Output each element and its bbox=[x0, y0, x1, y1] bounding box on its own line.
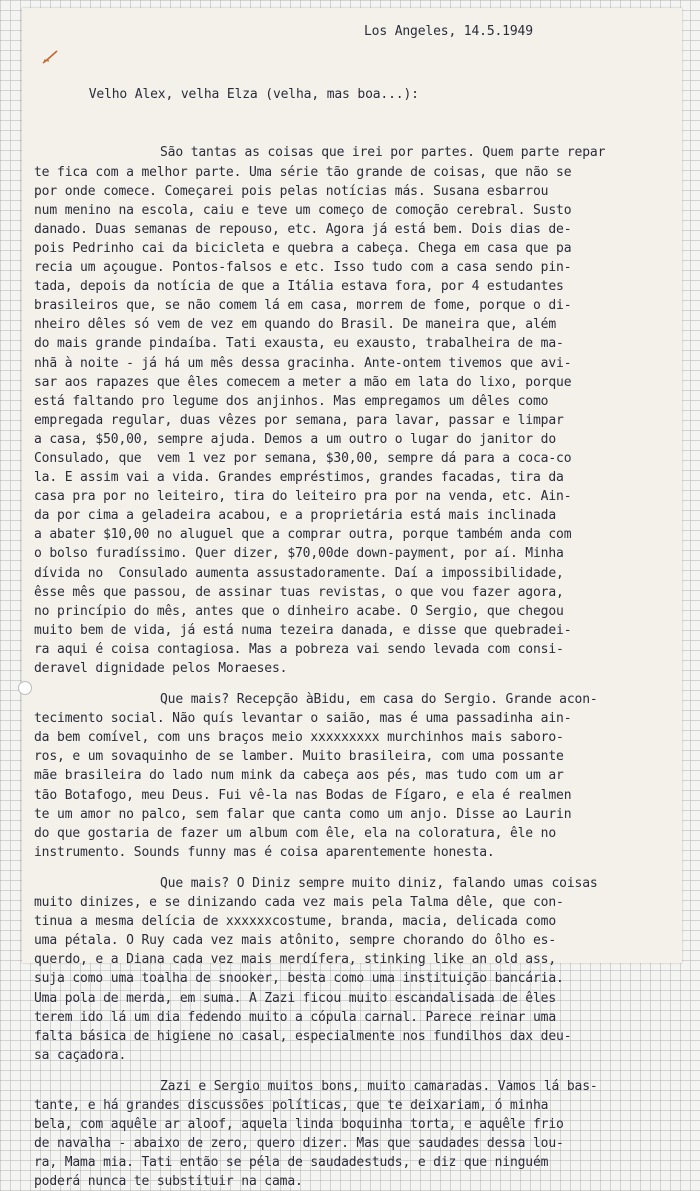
text-line: do mais grande pindaíba. Tati exausta, eu exausto, trabalheira de ma- bbox=[34, 336, 564, 352]
paragraph bbox=[34, 874, 672, 1065]
text-line: no princípio do mês, antes que o dinheiro acabe. O Sergio, que chegou bbox=[34, 603, 564, 619]
text-line: deravel dignidade pelos Moraeses. bbox=[34, 661, 288, 676]
text-line: pois Pedrinho cai da bicicleta e quebra a cabeça. Chega em casa que pa bbox=[34, 240, 572, 256]
letter-body bbox=[34, 143, 672, 1191]
text-line: tante, e há grandes discussões políticas, que te deixariam, ó minha bbox=[34, 1097, 549, 1113]
pen-check-mark bbox=[42, 49, 58, 65]
text-line: brasileiros que, se não comem lá em casa, morrem de fome, porque o di- bbox=[34, 298, 572, 314]
text-line: muito dinizes, e se dinizando cada vez mais pela Talma dêle, que con- bbox=[34, 895, 564, 911]
text-line: a abater $10,00 no aluguel que a comprar outra, porque também anda com bbox=[34, 527, 572, 543]
text-line: nheiro dêles só vem de vez em quando do Brasil. De maneira que, além bbox=[34, 317, 557, 333]
text-line: te um amor no palco, sem falar que canta como um anjo. Disse ao Laurin bbox=[34, 806, 572, 822]
text-line: tão Botafogo, meu Deus. Fui vê-la nas Bodas de Fígaro, e ela é realmen bbox=[34, 787, 572, 803]
text-line: danado. Duas semanas de repouso, etc. Agora já está bem. Dois dias de- bbox=[34, 221, 572, 237]
text-line: falta básica de higiene no casal, especialmente nos fundilhos dax deu- bbox=[34, 1028, 572, 1044]
text-line: te fica com a melhor parte. Uma série tão grande de coisas, que não se bbox=[34, 164, 572, 180]
text-line: nhã à noite - já há um mês dessa gracinha. Ante-ontem tivemos que avi- bbox=[34, 355, 572, 371]
text-line: de navalha - abaixo de zero, quero dizer. Mas que saudades dessa lou- bbox=[34, 1136, 564, 1152]
text-line: casa pra por no leiteiro, tira do leiteiro pra por na venda, etc. Ain- bbox=[34, 489, 572, 505]
text-line: la. E assim vai a vida. Grandes empréstimos, grandes facadas, tira da bbox=[34, 470, 564, 486]
text-line: instrumento. Sounds funny mas é coisa aparentemente honesta. bbox=[34, 844, 495, 860]
letter-date: Los Angeles, 14.5.1949 bbox=[364, 24, 533, 39]
text-line: tecimento social. Não quís levantar o saião, mas é uma passadinha ain- bbox=[34, 711, 572, 727]
text-line: uma pétala. O Ruy cada vez mais atônito, sempre chorando do ôlho es- bbox=[34, 933, 557, 949]
text-line: do que gostaria de fazer um album com êle, ela na coloratura, êle no bbox=[34, 825, 557, 841]
text-line: da bem comível, com uns braços meio xxxxxxxxx murchinhos mais saboro- bbox=[34, 730, 564, 746]
paragraph bbox=[34, 690, 672, 862]
text-line: êsse mês que passou, de assinar tuas revistas, o que vou fazer agora, bbox=[34, 584, 564, 600]
text-line: Uma pola de merda, em suma. A Zazi ficou muito escandalisada de êles bbox=[34, 990, 557, 1006]
text-line: tinua a mesma delícia de xxxxxxcostume, branda, macia, delicada como bbox=[34, 914, 557, 930]
text-line: sar aos rapazes que êles comecem a meter a mão em lata do lixo, porque bbox=[34, 374, 572, 390]
salutation-text: Velho Alex, velha Elza (velha, mas boa...): bbox=[88, 87, 419, 103]
text-line: a casa, $50,00, sempre ajuda. Demos a um outro o lugar do janitor do bbox=[34, 431, 557, 447]
text-line: São tantas as coisas que irei por partes. Quem parte repar bbox=[160, 145, 606, 161]
text-line: Consulado, que vem 1 vez por semana, $30,00, sempre dá para a coca-co bbox=[34, 450, 572, 466]
text-line: Que mais? Recepção àBidu, em casa do Sergio. Grande acon- bbox=[160, 692, 598, 708]
text-line: está faltando pro legume dos anjinhos. Mas empregamos um dêles como bbox=[34, 393, 549, 409]
paragraph bbox=[34, 143, 672, 678]
text-line: poderá nunca te substituir na cama. bbox=[34, 1174, 303, 1190]
text-line: ros, e um sovaquinho de se lamber. Muito brasileira, com uma possante bbox=[34, 749, 564, 765]
text-line: o bolso furadíssimo. Quer dizer, $70,00de down-payment, por aí. Minha bbox=[34, 546, 564, 562]
text-line: sa caçadora. bbox=[34, 1047, 127, 1063]
punch-hole bbox=[18, 681, 32, 695]
text-line: mãe brasileira do lado num mink da cabeça aos pés, mas tudo com um ar bbox=[34, 768, 564, 784]
text-line: num menino na escola, caiu e teve um começo de comoção cerebral. Susto bbox=[34, 202, 572, 218]
text-line: tada, depois da notícia de que a Itália estava fora, por 4 estudantes bbox=[34, 279, 564, 295]
text-line: dívida no Consulado aumenta assustadoramente. Daí a impossibilidade, bbox=[34, 565, 564, 581]
text-line: recia um açougue. Pontos-falsos e etc. Isso tudo com a casa sendo pin- bbox=[34, 260, 572, 276]
salutation-line bbox=[34, 47, 672, 123]
text-line: muito bem de vida, já está numa tezeira danada, e disse que quebradei- bbox=[34, 622, 572, 638]
letter-page bbox=[22, 8, 682, 1190]
paragraph bbox=[34, 1077, 672, 1191]
text-line: da por cima a geladeira acabou, e a proprietária está mais inclinada bbox=[34, 508, 557, 524]
text-line: por onde comece. Começarei pois pelas notícias más. Susana esbarrou bbox=[34, 183, 549, 199]
text-line: Zazi e Sergio muitos bons, muito camaradas. Vamos lá bas- bbox=[160, 1078, 598, 1094]
text-line: suja como uma toalha de snooker, besta como uma instituição bancária. bbox=[34, 971, 564, 987]
text-line: empregada regular, duas vêzes por semana, para lavar, passar e limpar bbox=[34, 412, 564, 428]
text-line: terem ido lá um dia fedendo muito a cópula carnal. Parece reinar uma bbox=[34, 1009, 557, 1025]
text-line: ra aqui é coisa contagiosa. Mas a pobreza vai sendo levada com consi- bbox=[34, 641, 564, 657]
text-line: Que mais? O Diniz sempre muito diniz, falando umas coisas bbox=[160, 875, 598, 891]
text-line: bela, com aquêle ar aloof, aquela linda boquinha torta, e aquêle frio bbox=[34, 1117, 564, 1133]
text-line: ra, Mama mia. Tati então se péla de saudadestuds, e diz que ninguém bbox=[34, 1155, 549, 1171]
text-line: querdo, e a Diana cada vez mais merdífera, stinking like an old ass, bbox=[34, 952, 557, 968]
